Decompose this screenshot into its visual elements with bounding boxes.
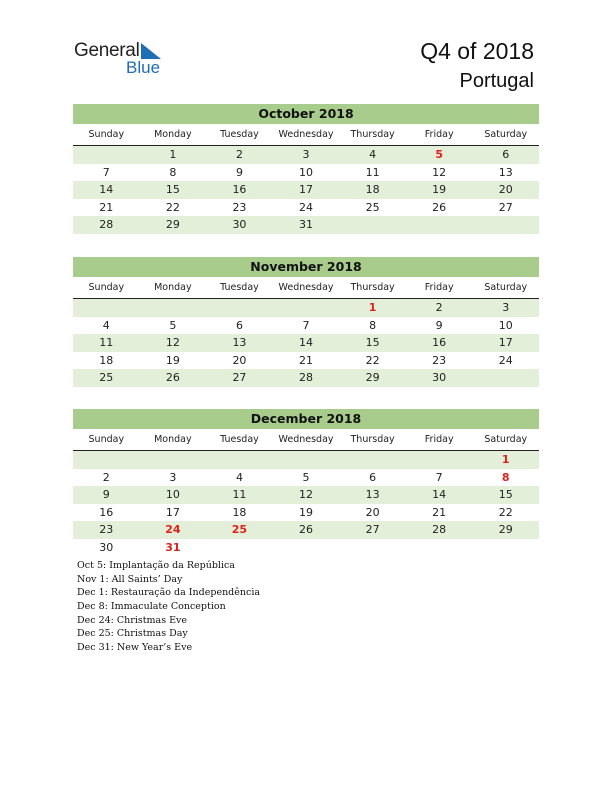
day-cell: 6 (502, 148, 510, 161)
brand-logo (74, 40, 184, 80)
day-cell: 27 (498, 200, 513, 214)
week-row (73, 181, 539, 199)
weekday-label: Thursday (350, 434, 395, 445)
week-row (73, 521, 539, 539)
day-cell: 6 (369, 470, 377, 484)
day-cell: 7 (435, 470, 443, 484)
weekday-header-row (73, 127, 539, 146)
holiday-note: Oct 5: Implantação da República (77, 560, 235, 571)
day-cell: 2 (235, 148, 243, 161)
day-cell: 14 (432, 488, 447, 501)
day-cell: 26 (165, 371, 180, 384)
day-cell: 13 (232, 336, 247, 349)
day-cell (140, 299, 207, 317)
logo-triangle-icon (141, 43, 161, 59)
week-row (73, 352, 539, 370)
day-cell (406, 539, 473, 557)
day-cell: 8 (169, 165, 177, 179)
weekday-label: Monday (154, 129, 192, 140)
weekday-label: Tuesday (220, 129, 259, 140)
day-cell (206, 539, 273, 557)
day-cell: 23 (232, 200, 247, 214)
month-december (73, 409, 539, 556)
day-cell: 17 (299, 183, 314, 196)
week-row (73, 334, 539, 352)
day-cell: 2 (435, 301, 443, 314)
weekday-label: Friday (424, 282, 454, 293)
day-cell: 30 (432, 371, 447, 384)
day-cell: 4 (235, 470, 243, 484)
weekday-label: Friday (424, 129, 454, 140)
day-cell: 26 (299, 523, 314, 536)
day-cell (472, 216, 539, 234)
day-cell: 4 (369, 148, 377, 161)
day-cell: 8 (369, 318, 377, 332)
weekday-label: Friday (424, 434, 454, 445)
day-cell (73, 451, 140, 469)
weekday-label: Wednesday (278, 434, 334, 445)
day-cell: 22 (365, 353, 380, 367)
day-cell: 10 (299, 165, 314, 179)
day-cell: 11 (232, 488, 247, 501)
day-cell: 6 (235, 318, 243, 332)
day-cell (73, 299, 140, 317)
day-cell: 21 (432, 505, 447, 519)
day-cell: 10 (498, 318, 513, 332)
day-cell: 12 (432, 165, 447, 179)
holiday-date: 1 (368, 301, 377, 314)
weekday-label: Sunday (88, 282, 125, 293)
day-cell: 24 (299, 200, 314, 214)
holiday-notes (77, 559, 260, 655)
weekday-label: Tuesday (220, 434, 259, 445)
weekday-label: Saturday (484, 434, 528, 445)
day-cell: 13 (365, 488, 380, 501)
weekday-label: Monday (154, 282, 192, 293)
day-cell: 22 (165, 200, 180, 214)
day-cell: 22 (498, 505, 513, 519)
day-cell: 16 (432, 336, 447, 349)
week-row (73, 164, 539, 182)
day-cell (206, 299, 273, 317)
day-cell: 9 (435, 318, 443, 332)
holiday-date: 5 (435, 148, 443, 161)
day-cell: 21 (299, 353, 314, 367)
day-cell: 14 (299, 336, 314, 349)
day-cell: 25 (99, 371, 114, 384)
week-row (73, 369, 539, 387)
day-cell: 27 (232, 371, 247, 384)
day-cell: 17 (165, 505, 180, 519)
day-cell: 19 (432, 183, 447, 196)
holiday-note: Dec 25: Christmas Day (77, 628, 188, 640)
week-row (73, 469, 539, 487)
day-cell: 4 (102, 318, 110, 332)
day-cell: 29 (165, 218, 180, 231)
day-cell (206, 451, 273, 469)
day-cell: 28 (299, 371, 314, 384)
week-row (73, 146, 539, 164)
weekday-header-row (73, 280, 539, 299)
day-cell: 29 (498, 523, 513, 536)
day-cell: 20 (365, 505, 380, 519)
day-cell (406, 451, 473, 469)
logo-word-general: General (74, 40, 140, 61)
day-cell: 15 (365, 336, 380, 349)
day-cell: 23 (99, 523, 114, 536)
week-row (73, 216, 539, 234)
day-cell: 27 (365, 523, 380, 536)
month-title: October 2018 (73, 104, 539, 124)
day-cell (406, 216, 473, 234)
holiday-note: Dec 24: Christmas Eve (77, 614, 188, 626)
holiday-note: Dec 8: Immaculate Conception (77, 601, 226, 613)
weekday-label: Saturday (484, 129, 528, 140)
weekday-label: Thursday (350, 129, 395, 140)
day-cell: 3 (302, 148, 310, 161)
weekday-label: Sunday (88, 434, 125, 445)
day-cell: 14 (99, 183, 114, 196)
day-cell: 17 (498, 336, 513, 349)
week-row (73, 451, 539, 469)
country-name: Portugal (459, 70, 534, 92)
weekday-label: Thursday (350, 282, 395, 293)
day-cell: 1 (169, 148, 177, 161)
day-cell: 11 (99, 336, 114, 349)
weekday-label: Monday (154, 434, 192, 445)
month-title: November 2018 (73, 257, 539, 277)
holiday-date: 8 (501, 470, 510, 484)
week-row (73, 486, 539, 504)
logo-word-blue: Blue (126, 58, 161, 77)
day-cell: 31 (299, 218, 314, 231)
day-cell: 23 (432, 353, 447, 367)
day-cell (273, 539, 340, 557)
week-row (73, 539, 539, 557)
day-cell: 5 (302, 470, 310, 484)
holiday-date: 25 (231, 523, 248, 536)
day-cell: 25 (365, 200, 380, 214)
weekday-label: Saturday (484, 282, 528, 293)
month-november (73, 257, 539, 387)
day-cell: 18 (99, 353, 114, 367)
day-cell: 12 (299, 488, 314, 501)
holiday-date: 1 (501, 453, 510, 466)
day-cell: 30 (232, 218, 247, 231)
weekday-header-row (73, 432, 539, 451)
week-row (73, 317, 539, 335)
day-cell: 7 (302, 318, 310, 332)
holiday-note: Dec 1: Restauração da Independência (77, 587, 261, 599)
week-row (73, 199, 539, 217)
weekday-label: Tuesday (220, 282, 259, 293)
day-cell: 15 (498, 488, 513, 501)
month-october (73, 104, 539, 234)
day-cell: 10 (165, 488, 180, 501)
day-cell: 20 (498, 183, 513, 196)
day-cell: 7 (102, 165, 110, 179)
day-cell: 19 (165, 353, 180, 367)
holiday-date: 31 (165, 540, 181, 554)
day-cell: 19 (299, 505, 314, 519)
day-cell: 21 (99, 200, 114, 214)
day-cell: 28 (99, 218, 114, 231)
page-title: Q4 of 2018 (420, 38, 534, 64)
day-cell: 3 (169, 470, 177, 484)
weekday-label: Wednesday (278, 282, 334, 293)
day-cell: 5 (169, 318, 177, 332)
day-cell: 9 (235, 165, 243, 179)
week-row (73, 299, 539, 317)
day-cell (273, 299, 340, 317)
day-cell (472, 369, 539, 387)
day-cell: 2 (102, 470, 110, 484)
day-cell: 26 (432, 200, 447, 214)
day-cell (339, 216, 406, 234)
day-cell: 13 (498, 165, 513, 179)
day-cell (273, 451, 340, 469)
day-cell: 18 (232, 505, 247, 519)
day-cell: 15 (165, 183, 180, 196)
weekday-label: Wednesday (278, 129, 334, 140)
holiday-note: Nov 1: All Saints’ Day (77, 573, 183, 585)
day-cell: 28 (432, 523, 447, 536)
day-cell (339, 539, 406, 557)
day-cell (472, 539, 539, 557)
day-cell: 30 (99, 540, 114, 554)
weekday-label: Sunday (88, 129, 125, 140)
day-cell: 12 (165, 336, 180, 349)
month-title: December 2018 (73, 409, 539, 429)
day-cell: 18 (365, 183, 380, 196)
day-cell: 29 (365, 371, 380, 384)
day-cell: 3 (502, 301, 510, 314)
day-cell: 24 (498, 353, 513, 367)
holiday-note: Dec 31: New Year’s Eve (77, 642, 193, 654)
day-cell: 20 (232, 353, 247, 367)
week-row (73, 504, 539, 522)
day-cell: 16 (99, 505, 114, 519)
day-cell (73, 146, 140, 164)
day-cell (140, 451, 207, 469)
day-cell: 9 (102, 488, 110, 501)
holiday-date: 24 (165, 523, 181, 536)
day-cell (339, 451, 406, 469)
day-cell: 11 (365, 165, 380, 179)
day-cell: 16 (232, 183, 247, 196)
